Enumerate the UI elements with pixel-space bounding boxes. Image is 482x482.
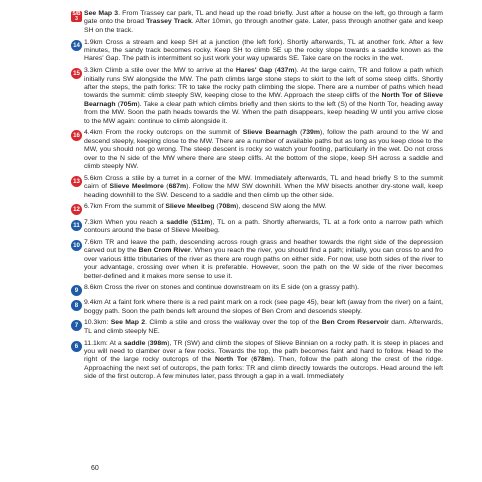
route-step-text [84,203,443,211]
step-text-fragment: . After 10min, go through another gate. Later, pass through another gate and keep SH on the track. [84,18,443,34]
bold-place-name: Hares' Gap [235,67,273,75]
page-number: 60 [91,465,99,472]
route-step-text [84,239,443,281]
bold-place-name: saddle [123,339,146,347]
route-step-text [84,10,443,35]
waypoint-badge-icon: 7 [71,320,82,331]
route-step [72,10,443,35]
waypoint-badge-icon: 8 [71,300,82,311]
step-text-fragment: ( [247,356,254,364]
route-step [73,238,443,281]
waypoint-badge-icon: 14 [71,40,82,51]
bold-place-name: Slieve Meelmore [109,183,164,191]
step-text-fragment: 7.3km When you reach a [84,218,167,226]
bold-place-name: Slieve Meelbeg [165,203,215,211]
step-text-fragment: ( [214,203,219,211]
route-step-text [84,219,443,236]
step-text-fragment: 7.6km TR and leave the path, descending across rough grass and heather towards the right side of the depression carved out by the [84,238,443,255]
route-step [74,284,443,296]
bold-place-name: 678m [253,356,271,364]
route-step-text [84,129,443,171]
route-step-text [84,284,443,292]
bold-place-name: 437m [276,67,295,75]
step-text-fragment: ( [163,183,169,191]
bold-place-name: Trassey Track [146,18,192,26]
bold-place-name: 708m [218,203,237,211]
step-text-fragment: ( [115,100,120,108]
route-step-text [84,175,443,200]
bold-place-name: 398m [149,339,168,347]
waypoint-badge-icon: 15 [71,68,82,79]
waypoint-badge-icon: 12 [71,204,82,215]
waypoint-badge-icon: S/B 3 [72,10,81,22]
bold-place-name: North Tor of Slieve Bearnagh [84,92,443,108]
step-text-fragment: 4.4km From the rocky outcrops on the summit of [84,129,243,137]
waypoint-badge-icon: 13 [71,176,82,187]
bold-place-name: Ben Crom Reservoir [321,319,389,327]
step-text-fragment: 8.6km Cross the river on stones and continue downstream on its E side (on a grassy path). [84,284,360,292]
route-step [73,38,443,64]
bold-place-name: Slieve Bearnagh [242,129,298,137]
route-step-text [84,340,443,382]
waypoint-badge-icon: 16 [71,130,82,141]
bold-place-name: 739m [302,129,320,137]
step-text-fragment: ). Then, follow the path along the crest of the ridge. Approaching the next set of outcrops, the path forks: TR and climb directly towards the outcrops. Head around the left side of the first outcrop. A few minutes later, pass through a gap in a wall. Immediately [84,356,443,381]
route-step [73,67,443,126]
waypoint-badge-icon: 11 [71,220,82,231]
route-step-text [84,319,443,336]
step-text-fragment: ), descend SW along the MW. [236,203,327,211]
waypoint-badge-icon: 9 [71,285,82,296]
step-text-fragment: ). Take a clear path which climbs briefly and then skirts to the left (S) of the North Tor, heading away from the MW. Soon the path heads towards the W. When the path disappears, keep heading W until you arrive close to the MW again: continue to climb alongside it. [84,100,443,125]
route-step [73,129,443,171]
route-step [74,319,444,336]
bold-place-name: See Map 2 [110,319,146,327]
waypoint-badge-icon: 10 [71,240,82,251]
step-text-fragment: . Climb a stile and cross the walkway over the top of the [145,319,322,327]
route-step [74,339,443,382]
step-text-fragment: ( [297,129,303,137]
bold-place-name: North Tor [214,356,248,364]
route-description-column [72,10,444,385]
route-step [73,203,443,215]
step-text-fragment: . From Trassey car park, TL and head up the road briefly. Just after a house on the left, go through a farm gate onto the broad [84,10,443,26]
step-text-fragment: 9.4km At a faint fork where there is a red paint mark on a rock (see page 45), bear left (away from the river) on a faint, boggy path. Soon the path bends left around the slopes of Ben Crom and descends steeply. [84,299,443,315]
route-step [73,218,443,236]
step-text-fragment: ), TL on a path. Shortly afterwards, TL at a fork onto a narrow path which contours around the base of Slieve Meelbeg. [84,218,443,235]
bold-place-name: 687m [168,183,187,191]
bold-place-name: saddle [166,218,189,226]
bold-place-name: See Map 3 [84,10,119,17]
step-text-fragment: dam. Afterwards, TL and climb steeply NE. [84,319,444,335]
step-text-fragment: ( [272,67,277,75]
bold-place-name: 511m [193,218,211,226]
step-text-fragment: 1.9km Cross a stream and keep SH at a junction (the left fork). Shortly afterwards, TL at another fork. After a few minutes, the sandy track becomes rocky. Keep SH to climb SE up the rocky slope towards a saddle known as the Hares' Gap. The path is intermittent so just work your way upwards SE. Take care on the rocks in the wet. [84,38,443,63]
route-step-text [84,299,443,316]
step-text-fragment: 3.3km Climb a stile over the MW to arrive at the [84,67,236,75]
route-step [73,174,443,200]
step-text-fragment: 11.1km: At a [84,339,124,347]
step-text-fragment: 6.7km From the summit of [84,203,166,211]
step-text-fragment: 5.6km Cross a stile by a turret in a corner of the MW. Immediately afterwards, TL and head briefly S to the summit cairn of [84,174,443,191]
step-text-fragment: ). Follow the MW SW downhill. When the MW bisects another dry-stone wall, keep heading downhill to the SW. Descend to a saddle and then climb up the other side. [84,183,443,199]
step-text-fragment: ( [188,218,194,226]
route-step-text [84,39,443,64]
bold-place-name: Ben Crom River [138,247,191,255]
route-step [74,299,443,316]
step-text-fragment: ), TR (SW) and climb the slopes of Slieve Binnian on a rocky path. It is steep in places and you will need to clamber over a few rocks. Towards the top, the path becomes faint and hard to follow. Head to the right of the large rocky outcrops of the [84,339,443,364]
step-text-fragment: . When you reach the river, you should find a path; initially, you can cross to and fro over various little tributaries of the river as there are rough paths on either side. For now, use both sides of the river to your advantage, crossing over when it is preferable. However, soon the path on the W side of the river becomes better-defined and it makes more sense to use it. [84,247,443,280]
step-text-fragment: ( [145,339,150,347]
bold-place-name: 705m [119,100,138,108]
waypoint-badge-icon: 6 [71,341,82,352]
step-text-fragment: 10.3km: [84,319,111,327]
step-text-fragment: ), follow the path around to the W and descend steeply, keeping close to the MW. There are a number of available paths but as long as you keep close to the MW, you should not go wrong. The steep descent is rocky so watch your footing, particularly in the wet. Do not cross over to the N side of the MW where there are steep cliffs. At the bottom of the slope, keep SH across a saddle and climb steeply NW. [84,129,443,171]
route-step-text [84,67,443,126]
step-text-fragment: ). At the large cairn, TR and follow a path which initially runs SW alongside the MW. The path climbs large stone steps to skirt to the left of some steep cliffs. Shortly after the steps, the path forks: TR to take the rocky path climbing the slope. There are a number of paths which head towards the summit: climb steeply SW, keeping close to the MW. Approach the steep cliffs of the [84,67,443,100]
